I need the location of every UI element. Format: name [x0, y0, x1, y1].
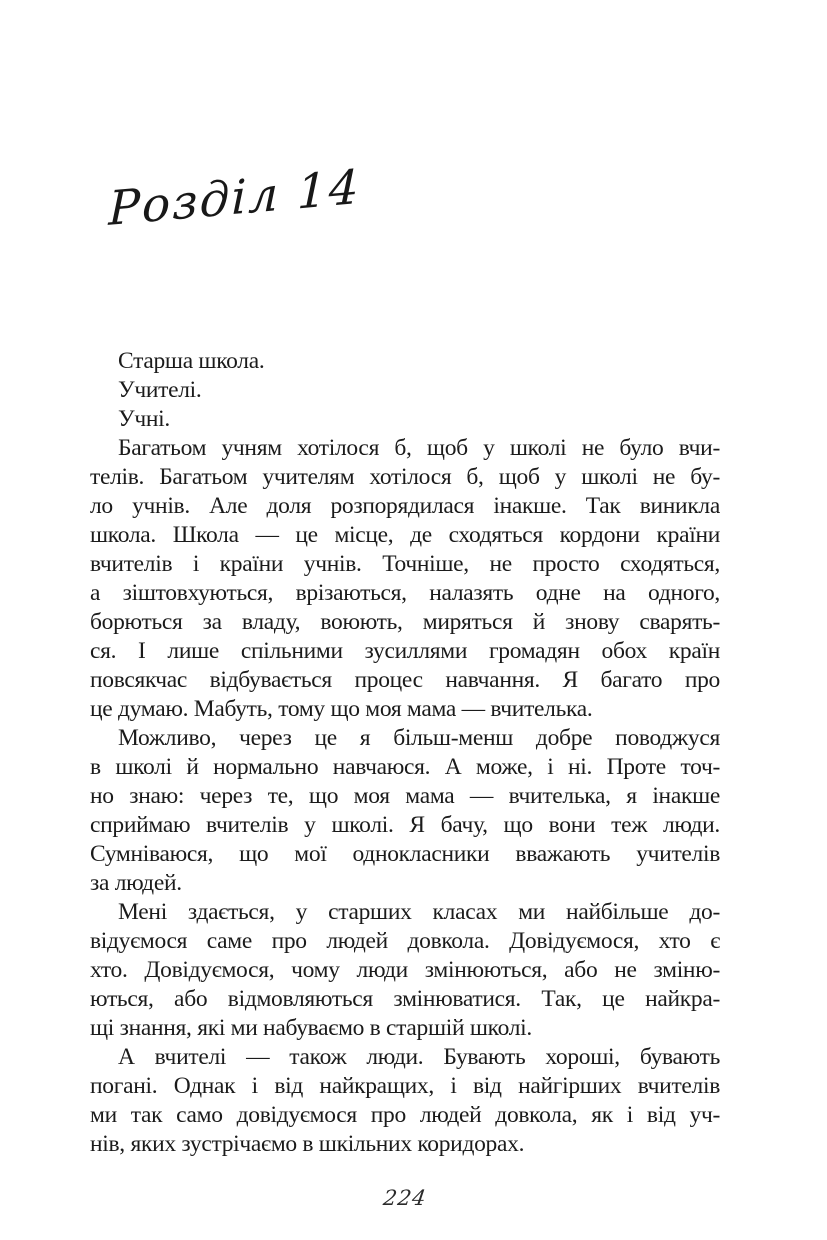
paragraph [90, 405, 720, 434]
paragraph [90, 347, 720, 376]
text-line: а зіштовхуються, врізаються, налазять одне на одного, [90, 580, 720, 606]
text-line: відуємося саме про людей довкола. Довідуємося, хто є [90, 928, 720, 954]
text-line: ми так само довідуємося про людей довкола, як і від уч- [90, 1102, 720, 1128]
text-line: Багатьом учням хотілося б, щоб у школі не було вчи- [118, 435, 720, 461]
paragraph [90, 898, 720, 1043]
paragraph [90, 1043, 720, 1159]
text-line: вчителів і країни учнів. Точніше, не просто сходяться, [90, 551, 720, 577]
text-line: Сумніваюся, що мої однокласники вважають учителів [90, 841, 720, 867]
text-line: ються, або відмовляються змінюватися. Так, це найкра- [90, 986, 720, 1012]
chapter-heading: Розділ 14 [108, 159, 362, 237]
text-line: сприймаю вчителів у школі. Я бачу, що вони теж люди. [90, 812, 720, 838]
text-line: ся. І лише спільними зусиллями громадян обох країн [90, 638, 720, 664]
text-line: телів. Багатьом учителям хотілося б, щоб у школі не бу- [90, 464, 720, 490]
text-line: ло учнів. Але доля розпорядилася інакше. Так виникла [90, 493, 720, 519]
text-line: школа. Школа — це місце, де сходяться кордони країни [90, 522, 720, 548]
text-line: Учні. [118, 406, 170, 432]
text-line: борються за владу, воюють, миряться й знову сварять- [90, 609, 720, 635]
page-number: 224 [381, 1186, 429, 1210]
paragraph [90, 724, 720, 898]
paragraph [90, 434, 720, 724]
text-line: за людей. [90, 870, 182, 896]
text-line: Учителі. [118, 377, 202, 403]
text-line: щі знання, які ми набуваємо в старшій школі. [90, 1015, 532, 1041]
text-line: в школі й нормально навчаюся. А може, і ні. Проте точ- [90, 754, 720, 780]
paragraph [90, 376, 720, 405]
text-line: Старша школа. [118, 348, 265, 374]
text-line: погані. Однак і від найкращих, і від найгірших вчителів [90, 1073, 720, 1099]
text-line: Мені здається, у старших класах ми найбільше до- [118, 899, 720, 925]
text-line: нів, яких зустрічаємо в шкільних коридорах. [90, 1131, 525, 1157]
text-line: це думаю. Мабуть, тому що моя мама — вчителька. [90, 696, 593, 722]
text-line: хто. Довідуємося, чому люди змінюються, або не зміню- [90, 957, 720, 983]
text-line: А вчителі — також люди. Бувають хороші, бувають [118, 1044, 720, 1070]
text-line: повсякчас відбувається процес навчання. Я багато про [90, 667, 720, 693]
text-line: Можливо, через це я більш-менш добре поводжуся [118, 725, 720, 751]
body-text [90, 347, 720, 1159]
text-line: но знаю: через те, що моя мама — вчителька, я інакше [90, 783, 720, 809]
